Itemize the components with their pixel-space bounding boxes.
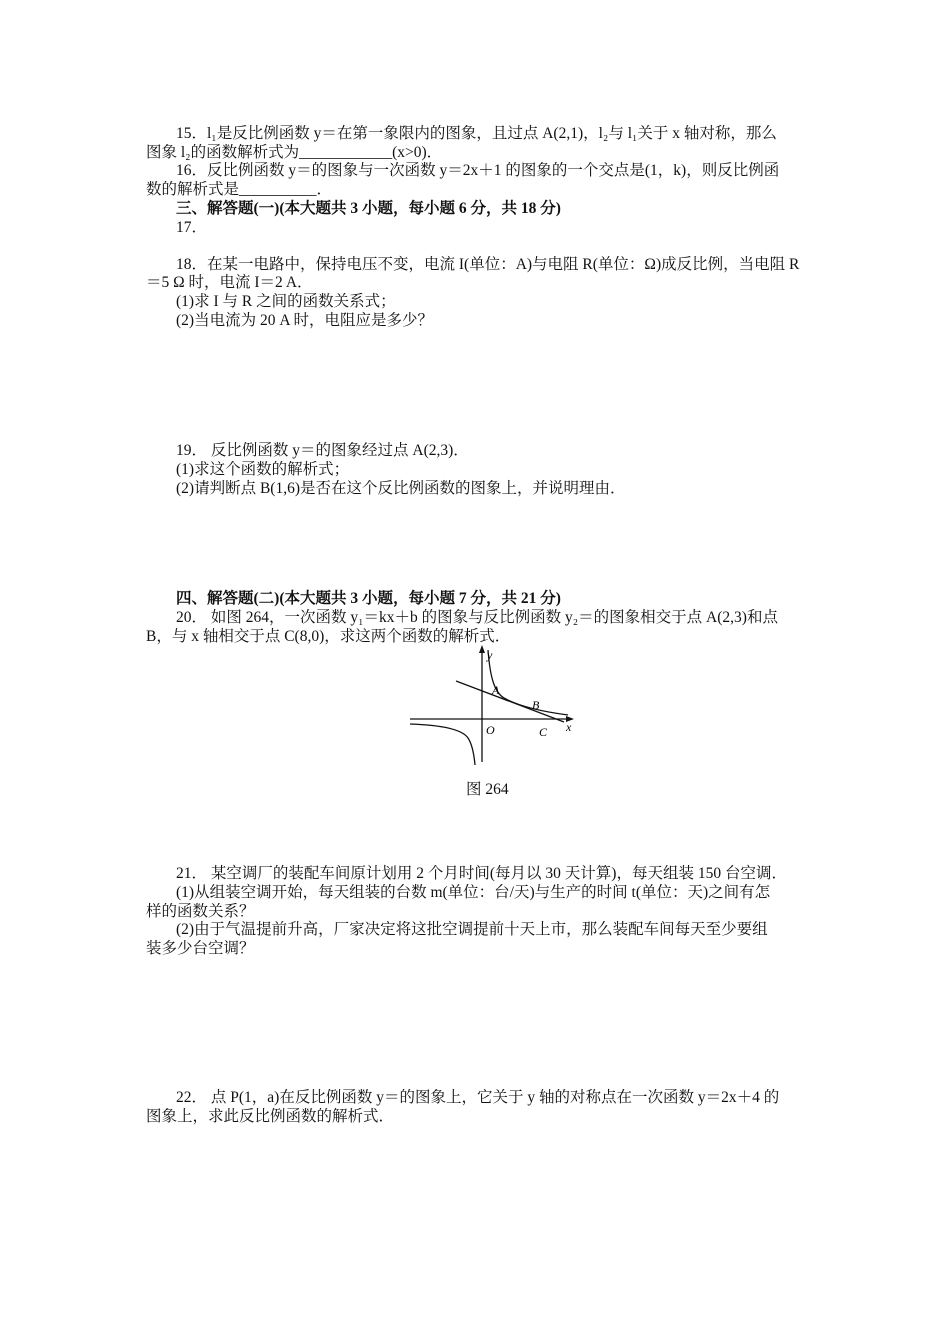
q18-part2: (2)当电流为 20 A 时，电阻应是多少？	[176, 312, 434, 329]
q20-line1: 20． 如图 264，一次函数 y₁＝kx＋b 的图象与反比例函数 y₂＝的图象相交于点 A(2,3)和点	[176, 609, 778, 626]
function-graph-figure	[400, 642, 590, 772]
q21-part2a: (2)由于气温提前升高，厂家决定将这批空调提前十天上市，那么装配车间每天至少要组	[176, 921, 768, 938]
q21-part1a: (1)从组装空调开始，每天组装的台数 m(单位：台/天)与生产的时间 t(单位：天)之间有怎	[176, 884, 771, 901]
q19-part2: (2)请判断点 B(1,6)是否在这个反比例函数的图象上，并说明理由．	[176, 480, 626, 497]
label-point-b: B	[532, 698, 540, 712]
section4-heading: 四、解答题(二)(本大题共 3 小题，每小题 7 分，共 21 分)	[176, 590, 561, 607]
label-origin: O	[486, 723, 495, 737]
q19-line1: 19． 反比例函数 y＝的图象经过点 A(2,3)．	[176, 442, 469, 459]
q15-line1: 15．l₁是反比例函数 y＝在第一象限内的图象，且过点 A(2,1)，l₂与 l₁关于 x 轴对称，那么	[176, 125, 777, 142]
y-axis-arrow	[479, 645, 485, 653]
q18-part1: (1)求 I 与 R 之间的函数关系式；	[176, 293, 396, 310]
q17-number: 17．	[176, 219, 208, 236]
label-x: x	[566, 720, 572, 734]
hyperbola-third-quadrant	[410, 724, 475, 765]
q18-line1: 18．在某一电路中，保持电压不变，电流 I(单位：A)与电阻 R(单位：Ω)成反比例，当电阻 R	[176, 256, 800, 273]
section3-heading: 三、解答题(一)(本大题共 3 小题，每小题 6 分，共 18 分)	[176, 200, 561, 217]
label-point-a: A	[492, 683, 500, 697]
q18-line2: ＝5 Ω 时，电流 I＝2 A．	[146, 274, 313, 291]
linear-function-line	[456, 681, 564, 722]
label-point-c: C	[539, 725, 548, 739]
q16-line1: 16．反比例函数 y＝的图象与一次函数 y＝2x＋1 的图象的一个交点是(1，k)，则反比例函	[176, 162, 780, 179]
q21-line1: 21． 某空调厂的装配车间原计划用 2 个月时间(每月以 30 天计算)，每天组装 150 台空调．	[176, 865, 787, 882]
q19-part1: (1)求这个函数的解析式；	[176, 461, 350, 478]
q16-line2: 数的解析式是__________．	[146, 181, 333, 198]
q20-line2: B，与 x 轴相交于点 C(8,0)，求这两个函数的解析式．	[146, 628, 511, 645]
q21-part1b: 样的函数关系？	[146, 903, 255, 920]
q21-part2b: 装多少台空调？	[146, 940, 255, 957]
figure-caption: 图 264	[466, 781, 509, 798]
label-y: y	[487, 648, 493, 662]
hyperbola-first-quadrant	[488, 650, 568, 715]
q22-line2: 图象上，求此反比例函数的解析式．	[146, 1108, 395, 1125]
q22-line1: 22． 点 P(1，a)在反比例函数 y＝的图象上，它关于 y 轴的对称点在一次函数 y＝2x＋4 的	[176, 1089, 780, 1106]
q15-line2: 图象 l₂的函数解析式为____________(x>0)．	[146, 144, 443, 161]
